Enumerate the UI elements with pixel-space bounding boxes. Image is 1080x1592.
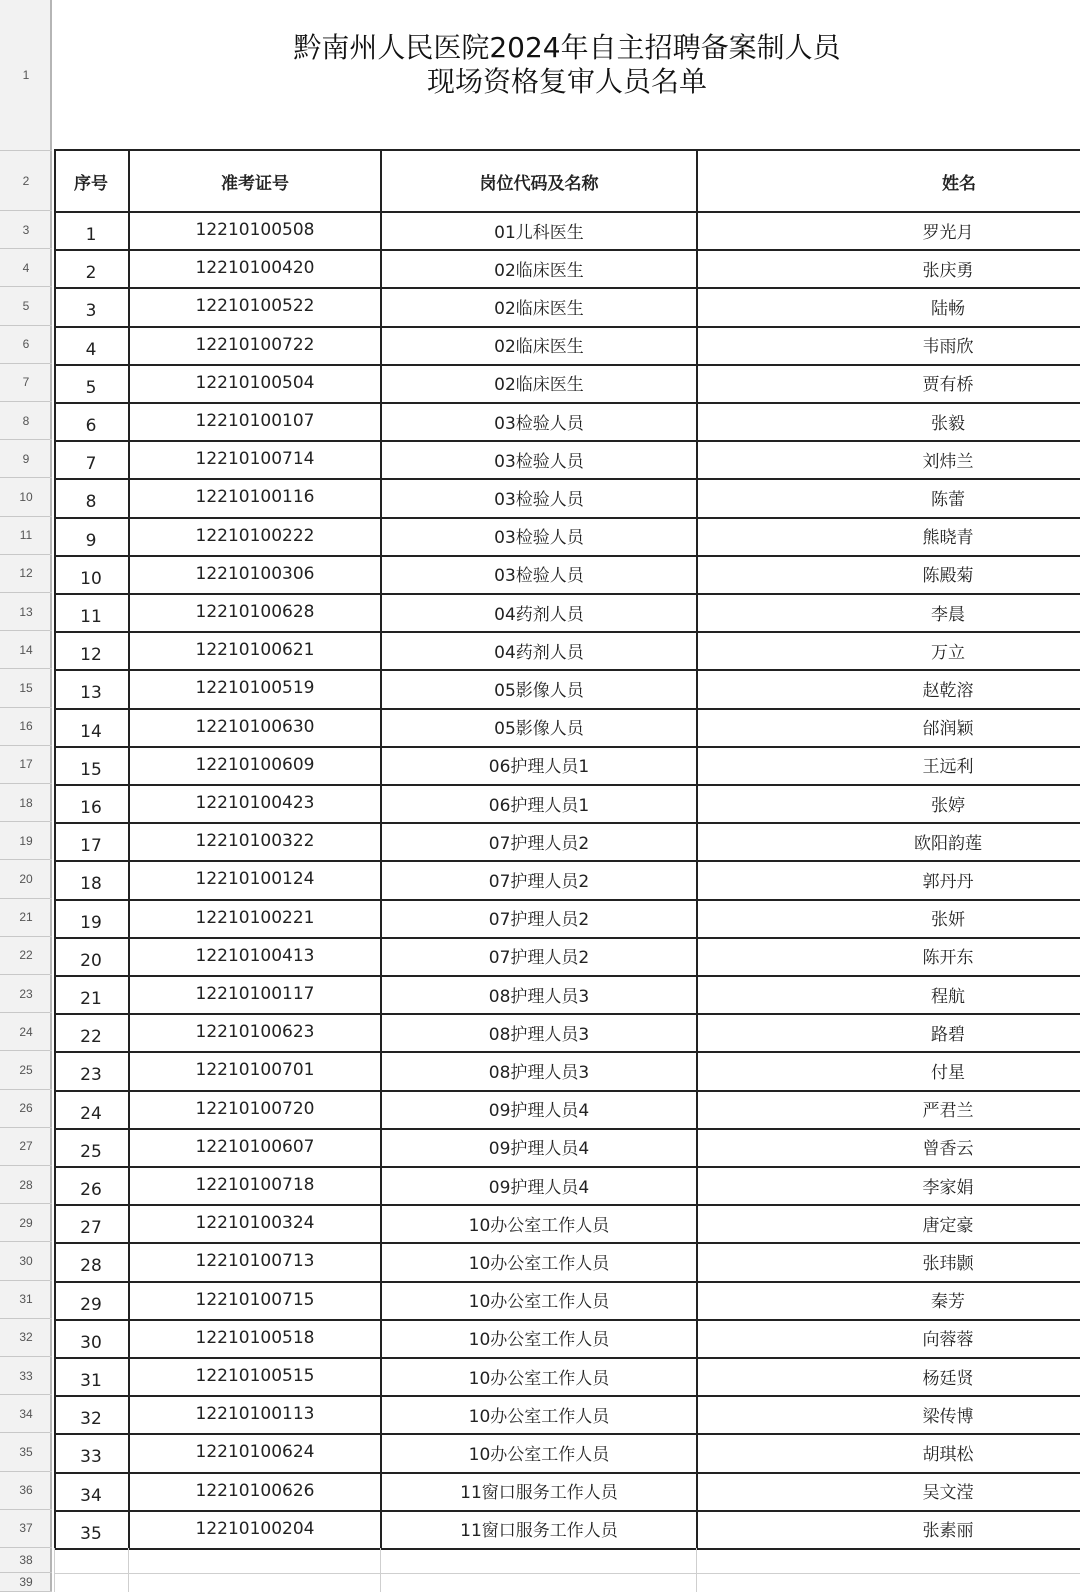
position-cell[interactable]: 03检验人员 [494,566,584,587]
row-number[interactable]: 13 [0,593,52,631]
exam-no-cell[interactable]: 12210100630 [195,716,315,737]
seq-cell[interactable]: 34 [80,1485,102,1506]
position-cell[interactable]: 03检验人员 [494,413,584,434]
exam-no-cell[interactable]: 12210100715 [195,1289,315,1310]
seq-cell[interactable]: 9 [85,530,97,551]
exam-no-cell[interactable]: 12210100306 [195,563,315,584]
name-cell[interactable]: 张婷 [931,795,965,816]
seq-cell[interactable]: 6 [85,416,97,437]
name-cell[interactable]: 赵乾溶 [922,680,974,701]
seq-cell[interactable]: 32 [80,1409,102,1430]
name-cell[interactable]: 严君兰 [922,1101,974,1122]
position-cell[interactable]: 10办公室工作人员 [468,1330,610,1351]
name-cell[interactable]: 唐定豪 [922,1215,974,1236]
exam-no-cell[interactable]: 12210100508 [195,220,315,241]
page-title-line-2: 现场资格复审人员名单 [426,65,707,98]
exam-no-cell[interactable]: 12210100628 [195,602,315,623]
name-cell[interactable]: 罗光月 [922,222,974,243]
exam-no-cell[interactable]: 12210100624 [195,1442,315,1463]
name-cell[interactable]: 吴文滢 [922,1483,974,1504]
grid-line [696,1548,697,1592]
row-number[interactable]: 30 [0,1242,52,1280]
seq-cell[interactable]: 12 [80,645,102,666]
name-cell[interactable]: 陆畅 [931,298,965,319]
exam-no-cell[interactable]: 12210100623 [195,1022,315,1043]
row-number[interactable]: 39 [0,1573,52,1592]
exam-no-cell[interactable]: 12210100113 [195,1404,315,1425]
seq-cell[interactable]: 8 [85,492,97,513]
name-cell[interactable]: 向蓉蓉 [922,1330,974,1351]
position-cell[interactable]: 10办公室工作人员 [468,1406,610,1427]
name-cell[interactable]: 陈开东 [922,948,974,969]
seq-cell[interactable]: 23 [80,1065,102,1086]
row-number[interactable]: 24 [0,1013,52,1051]
header-exam-no: 准考证号 [221,173,289,194]
name-cell[interactable]: 张玮颢 [922,1253,974,1274]
header-seq: 序号 [74,173,108,194]
row-number[interactable]: 22 [0,937,52,975]
row-number[interactable]: 33 [0,1357,52,1395]
position-cell[interactable]: 02临床医生 [494,375,584,396]
exam-no-cell[interactable]: 12210100420 [195,258,315,279]
name-cell[interactable]: 李家娟 [922,1177,974,1198]
position-cell[interactable]: 04药剂人员 [494,642,584,663]
exam-no-cell[interactable]: 12210100518 [195,1327,315,1348]
grid-line [128,1548,129,1592]
seq-cell[interactable]: 25 [80,1141,102,1162]
position-cell[interactable]: 10办公室工作人员 [468,1368,610,1389]
seq-cell[interactable]: 1 [85,225,97,246]
exam-no-cell[interactable]: 12210100720 [195,1098,315,1119]
position-cell[interactable]: 07护理人员2 [488,871,590,892]
row-number[interactable]: 38 [0,1548,52,1573]
seq-cell[interactable]: 22 [80,1027,102,1048]
row-number[interactable]: 11 [0,517,52,555]
row-number[interactable]: 34 [0,1395,52,1433]
seq-cell[interactable]: 17 [80,836,102,857]
row-number[interactable]: 17 [0,746,52,784]
position-cell[interactable]: 10办公室工作人员 [468,1253,610,1274]
position-cell[interactable]: 01儿科医生 [494,222,584,243]
row-number[interactable]: 14 [0,631,52,669]
exam-no-cell[interactable]: 12210100714 [195,449,315,470]
header-position: 岗位代码及名称 [479,173,599,194]
row-number[interactable]: 8 [0,402,52,440]
seq-cell[interactable]: 30 [80,1332,102,1353]
name-cell[interactable]: 程航 [931,986,965,1007]
seq-cell[interactable]: 3 [85,301,97,322]
grid-line [380,1548,381,1592]
row-number[interactable]: 20 [0,860,52,898]
position-cell[interactable]: 05影像人员 [494,719,584,740]
row-number[interactable]: 27 [0,1128,52,1166]
seq-cell[interactable]: 18 [80,874,102,895]
seq-cell[interactable]: 27 [80,1218,102,1239]
position-cell[interactable]: 06护理人员1 [488,795,590,816]
name-cell[interactable]: 路碧 [931,1024,965,1045]
position-cell[interactable]: 11窗口服务工作人员 [460,1483,618,1504]
seq-cell[interactable]: 14 [80,721,102,742]
exam-no-cell[interactable]: 12210100204 [195,1518,315,1539]
position-cell[interactable]: 02临床医生 [494,260,584,281]
seq-cell[interactable]: 11 [80,607,102,628]
name-cell[interactable]: 欧阳韵莲 [914,833,982,854]
position-cell[interactable]: 07护理人员2 [488,910,590,931]
exam-no-cell[interactable]: 12210100423 [195,793,315,814]
page-title-line-1: 黔南州人民医院2024年自主招聘备案制人员 [293,31,841,64]
name-cell[interactable]: 曾香云 [922,1139,974,1160]
exam-no-cell[interactable]: 12210100124 [195,869,315,890]
row-number[interactable]: 35 [0,1433,52,1471]
position-cell[interactable]: 10办公室工作人员 [468,1215,610,1236]
position-cell[interactable]: 02临床医生 [494,298,584,319]
row-number[interactable]: 7 [0,364,52,402]
name-cell[interactable]: 贾有桥 [922,375,974,396]
exam-no-cell[interactable]: 12210100621 [195,640,315,661]
name-cell[interactable]: 李晨 [931,604,965,625]
position-cell[interactable]: 08护理人员3 [488,986,590,1007]
exam-no-cell[interactable]: 12210100107 [195,411,315,432]
exam-no-cell[interactable]: 12210100221 [195,907,315,928]
position-cell[interactable]: 02临床医生 [494,337,584,358]
row-number[interactable]: 29 [0,1204,52,1242]
exam-no-cell[interactable]: 12210100504 [195,372,315,393]
header-name: 姓名 [942,173,976,194]
name-cell[interactable]: 陈殿菊 [922,566,974,587]
grid-line [54,1548,1080,1550]
name-cell[interactable]: 张毅 [931,413,965,434]
seq-cell[interactable]: 35 [80,1523,102,1544]
name-cell[interactable]: 付星 [931,1062,965,1083]
name-cell[interactable]: 杨廷贤 [922,1368,974,1389]
name-cell[interactable]: 熊晓青 [922,528,974,549]
position-cell[interactable]: 03检验人员 [494,489,584,510]
exam-no-cell[interactable]: 12210100519 [195,678,315,699]
name-cell[interactable]: 万立 [931,642,965,663]
exam-no-cell[interactable]: 12210100322 [195,831,315,852]
row-number[interactable]: 12 [0,555,52,593]
name-cell[interactable]: 刘炜兰 [922,451,974,472]
exam-no-cell[interactable]: 12210100324 [195,1213,315,1234]
row-number[interactable]: 21 [0,899,52,937]
row-number[interactable]: 26 [0,1090,52,1128]
name-cell[interactable]: 张素丽 [922,1521,974,1542]
position-cell[interactable]: 03检验人员 [494,451,584,472]
seq-cell[interactable]: 21 [80,989,102,1010]
row-number[interactable]: 23 [0,975,52,1013]
name-cell[interactable]: 王远利 [922,757,974,778]
grid-line [54,1548,55,1592]
exam-no-cell[interactable]: 12210100713 [195,1251,315,1272]
position-cell[interactable]: 09护理人员4 [488,1177,590,1198]
position-cell[interactable]: 05影像人员 [494,680,584,701]
name-cell[interactable]: 邰润颖 [922,719,974,740]
seq-cell[interactable]: 19 [80,912,102,933]
position-cell[interactable]: 09护理人员4 [488,1139,590,1160]
position-cell[interactable]: 10办公室工作人员 [468,1444,610,1465]
exam-no-cell[interactable]: 12210100607 [195,1136,315,1157]
row-number[interactable]: 15 [0,669,52,707]
row-number[interactable]: 1 [0,0,52,151]
row-number[interactable]: 32 [0,1319,52,1357]
row-number[interactable]: 6 [0,326,52,364]
name-cell[interactable]: 郭丹丹 [922,871,974,892]
name-cell[interactable]: 张妍 [931,910,965,931]
grid-line [54,1573,1080,1574]
seq-cell[interactable]: 31 [80,1371,102,1392]
position-cell[interactable]: 06护理人员1 [488,757,590,778]
exam-no-cell[interactable]: 12210100609 [195,754,315,775]
exam-no-cell[interactable]: 12210100718 [195,1175,315,1196]
name-cell[interactable]: 梁传博 [922,1406,974,1427]
position-cell[interactable]: 07护理人员2 [488,948,590,969]
seq-cell[interactable]: 5 [85,377,97,398]
position-cell[interactable]: 04药剂人员 [494,604,584,625]
row-number[interactable]: 25 [0,1051,52,1089]
exam-no-cell[interactable]: 12210100515 [195,1366,315,1387]
name-cell[interactable]: 张庆勇 [922,260,974,281]
row-number[interactable]: 16 [0,708,52,746]
seq-cell[interactable]: 24 [80,1103,102,1124]
row-number[interactable]: 5 [0,287,52,325]
exam-no-cell[interactable]: 12210100117 [195,984,315,1005]
position-cell[interactable]: 11窗口服务工作人员 [460,1521,618,1542]
position-cell[interactable]: 08护理人员3 [488,1062,590,1083]
row-number[interactable]: 9 [0,440,52,478]
seq-cell[interactable]: 33 [80,1447,102,1468]
name-cell[interactable]: 韦雨欣 [922,337,974,358]
position-cell[interactable]: 03检验人员 [494,528,584,549]
seq-cell[interactable]: 15 [80,759,102,780]
seq-cell[interactable]: 16 [80,798,102,819]
row-number[interactable]: 19 [0,822,52,860]
seq-cell[interactable]: 4 [85,339,97,360]
exam-no-cell[interactable]: 12210100722 [195,334,315,355]
exam-no-cell[interactable]: 12210100116 [195,487,315,508]
row-number[interactable]: 37 [0,1510,52,1548]
seq-cell[interactable]: 7 [85,454,97,475]
row-number[interactable]: 36 [0,1472,52,1510]
row-number[interactable]: 28 [0,1166,52,1204]
row-number[interactable]: 10 [0,478,52,516]
seq-cell[interactable]: 13 [80,683,102,704]
row-header-column [0,0,52,1592]
exam-no-cell[interactable]: 12210100701 [195,1060,315,1081]
exam-no-cell[interactable]: 12210100626 [195,1480,315,1501]
position-cell[interactable]: 07护理人员2 [488,833,590,854]
row-number[interactable]: 18 [0,784,52,822]
position-cell[interactable]: 08护理人员3 [488,1024,590,1045]
row-number[interactable]: 3 [0,211,52,249]
name-cell[interactable]: 陈蕾 [931,489,965,510]
seq-cell[interactable]: 2 [85,263,97,284]
exam-no-cell[interactable]: 12210100222 [195,525,315,546]
seq-cell[interactable]: 29 [80,1294,102,1315]
exam-no-cell[interactable]: 12210100413 [195,945,315,966]
seq-cell[interactable]: 10 [80,568,102,589]
seq-cell[interactable]: 26 [80,1180,102,1201]
name-cell[interactable]: 胡琪松 [922,1444,974,1465]
row-number[interactable]: 31 [0,1281,52,1319]
position-cell[interactable]: 10办公室工作人员 [468,1292,610,1313]
position-cell[interactable]: 09护理人员4 [488,1101,590,1122]
exam-no-cell[interactable]: 12210100522 [195,296,315,317]
seq-cell[interactable]: 28 [80,1256,102,1277]
name-cell[interactable]: 秦芳 [931,1292,965,1313]
row-number[interactable]: 4 [0,249,52,287]
seq-cell[interactable]: 20 [80,950,102,971]
row-number[interactable]: 2 [0,151,52,211]
